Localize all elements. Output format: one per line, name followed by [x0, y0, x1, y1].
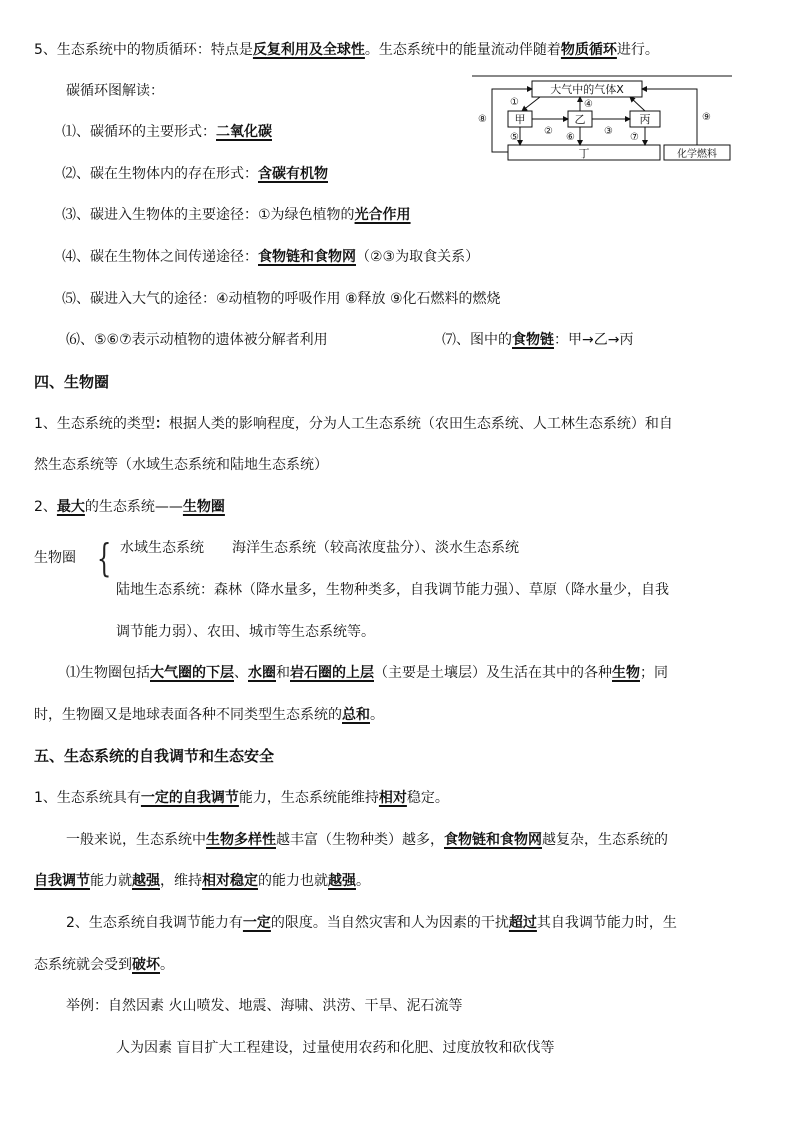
text: 稳定。 — [406, 790, 449, 806]
text: ⑷、碳在生物体之间传递途径： — [62, 249, 258, 265]
arrow-number: ② — [544, 126, 553, 137]
key-term: 一定的自我调节 — [140, 790, 239, 806]
text: 其自我调节能力时，生 — [536, 915, 677, 931]
carbon-item-3 — [62, 205, 411, 225]
decomposer-label: 丁 — [578, 147, 590, 160]
key-term: 物质循环 — [560, 42, 617, 58]
text: 、 — [234, 665, 248, 681]
text: ；同 — [640, 665, 668, 681]
key-term: 相对 — [378, 790, 407, 806]
arrow-number: ⑤ — [510, 132, 519, 143]
key-term: 含碳有机物 — [258, 166, 328, 182]
text: 5、生态系统中的物质循环：特点是 — [34, 42, 253, 58]
biosphere-scope-line-1 — [66, 663, 668, 683]
water-ecosystem-line: 水域生态系统 海洋生态系统（较高浓度盐分）、淡水生态系统 — [120, 540, 519, 556]
text: ⑴、碳循环的主要形式： — [62, 124, 216, 140]
key-term: 最大 — [56, 499, 85, 515]
text: 的生态系统—— — [84, 499, 183, 515]
text: 的限度。当自然灾害和人为因素的干扰 — [270, 915, 509, 931]
example-natural-factors: 举例：自然因素 火山喷发、地震、海啸、洪涝、干旱、泥石流等 — [66, 998, 463, 1014]
key-term: 相对稳定 — [202, 873, 258, 889]
key-term: 一定 — [242, 915, 271, 931]
key-term: 生物圈 — [182, 499, 225, 515]
key-term: 食物链和食物网 — [444, 832, 542, 848]
text: ⑺、图中的 — [442, 332, 512, 348]
land-ecosystem-line-2: 调节能力弱）、农田、城市等生态系统等。 — [116, 624, 375, 640]
text: 进行。 — [616, 42, 659, 58]
text: ⑶、碳进入生物体的主要途径：①为绿色植物的 — [62, 207, 355, 223]
text: ⑵、碳在生物体内的存在形式： — [62, 166, 258, 182]
secondary-consumer-label: 丙 — [639, 113, 651, 126]
key-term: 岩石圈的上层 — [290, 665, 374, 681]
carbon-item-2 — [62, 164, 328, 184]
brace-icon: { — [96, 536, 112, 580]
arrow-number: ⑧ — [478, 114, 487, 125]
key-term: 破坏 — [132, 957, 160, 973]
key-term: 自我调节 — [34, 873, 90, 889]
example-human-factors: 人为因素 盲目扩大工程建设，过量使用农药和化肥、过度放牧和砍伐等 — [116, 1040, 555, 1056]
text: 1、生态系统的类型 — [34, 416, 155, 432]
text: （②③为取食关系） — [356, 249, 480, 265]
key-term: 总和 — [342, 707, 370, 723]
text: 和 — [276, 665, 290, 681]
key-term: 二氧化碳 — [216, 124, 272, 140]
diversity-line-2 — [34, 871, 370, 891]
text: 。 — [160, 957, 174, 973]
key-term: 越强 — [132, 873, 160, 889]
ecosystem-types-line-2: 然生态系统等（水域生态系统和陆地生态系统） — [34, 457, 328, 473]
self-regulation-line — [34, 788, 449, 808]
key-term: 光合作用 — [354, 207, 411, 223]
arrow-number: ⑥ — [566, 132, 575, 143]
limit-line-2 — [34, 955, 174, 975]
text: （主要是土壤层）及生活在其中的各种 — [374, 665, 612, 681]
text: 能力，生态系统能维持 — [238, 790, 379, 806]
diversity-line-1 — [66, 830, 668, 850]
text: 。 — [370, 707, 384, 723]
producer-label: 甲 — [514, 113, 526, 126]
carbon-item-7 — [442, 330, 633, 350]
carbon-item-1 — [62, 122, 272, 142]
fossil-fuel-label: 化学燃料 — [677, 149, 717, 160]
arrow-number: ⑦ — [630, 132, 639, 143]
key-term: 食物链 — [512, 332, 554, 348]
text: ，维持 — [160, 873, 202, 889]
text: 态系统就会受到 — [34, 957, 132, 973]
key-term: 超过 — [508, 915, 537, 931]
text: ：甲→乙→丙 — [554, 332, 634, 348]
text: 。生态系统中的能量流动伴随着 — [364, 42, 561, 58]
largest-ecosystem-line — [34, 497, 225, 517]
primary-consumer-label: 乙 — [574, 113, 586, 126]
key-term: 大气圈的下层 — [150, 665, 234, 681]
section-5-heading: 五、生态系统的自我调节和生态安全 — [34, 747, 275, 765]
text: 1、生态系统具有 — [34, 790, 141, 806]
key-term: 食物链和食物网 — [258, 249, 356, 265]
limit-line-1 — [66, 913, 677, 933]
text: 越复杂，生态系统的 — [542, 832, 668, 848]
section-4-heading: 四、生物圈 — [34, 373, 110, 391]
ecosystem-types-line-1 — [34, 414, 673, 434]
text: 。 — [356, 873, 370, 889]
carbon-item-5: ⑸、碳进入大气的途径：④动植物的呼吸作用 ⑧释放 ⑨化石燃料的燃烧 — [62, 291, 501, 307]
arrow-number: ① — [510, 97, 519, 108]
carbon-cycle-diagram — [470, 72, 734, 164]
key-term: 越强 — [328, 873, 356, 889]
text: 一般来说，生态系统中 — [66, 832, 206, 848]
text: 2、 — [34, 499, 57, 515]
text: 2、生态系统自我调节能力有 — [66, 915, 243, 931]
carbon-cycle-title: 碳循环图解读： — [66, 83, 164, 99]
carbon-item-6: ⑹、⑤⑥⑦表示动植物的遗体被分解者利用 — [66, 332, 328, 348]
arrow-number: ⑨ — [702, 112, 711, 123]
key-term: 水圈 — [248, 665, 276, 681]
text: ： — [154, 416, 169, 432]
arrow-number: ④ — [584, 99, 593, 110]
text: 越丰富（生物种类）越多， — [276, 832, 444, 848]
carbon-item-4 — [62, 247, 479, 267]
text: 的能力也就 — [258, 873, 328, 889]
atmosphere-label: 大气中的气体X — [550, 83, 624, 96]
key-term: 生物多样性 — [206, 832, 276, 848]
text: 能力就 — [90, 873, 132, 889]
biosphere-scope-line-2 — [34, 705, 384, 725]
key-term: 生物 — [612, 665, 640, 681]
text: 时，生物圈又是地球表面各种不同类型生态系统的 — [34, 707, 342, 723]
key-term: 反复利用及全球性 — [252, 42, 365, 58]
arrow-number: ③ — [604, 126, 613, 137]
material-cycle-line — [34, 40, 659, 60]
text: ⑴生物圈包括 — [66, 665, 150, 681]
biosphere-label: 生物圈 — [34, 550, 76, 566]
text: 根据人类的影响程度，分为人工生态系统（农田生态系统、人工林生态系统）和自 — [168, 416, 673, 432]
land-ecosystem-line-1: 陆地生态系统：森林（降水量多，生物种类多，自我调节能力强）、草原（降水量少，自我 — [116, 582, 669, 598]
